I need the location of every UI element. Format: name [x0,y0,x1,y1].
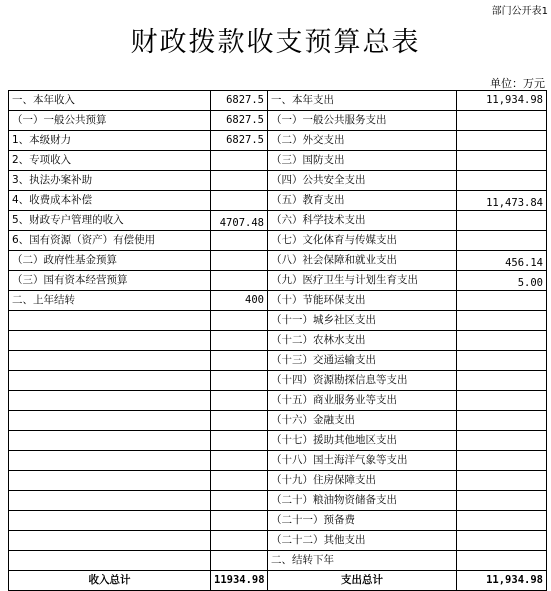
expense-item-label: （十）节能环保支出 [268,291,457,311]
expense-item-value [457,291,547,311]
expense-item-label: （十四）资源勘探信息等支出 [268,371,457,391]
income-item-value [211,171,268,191]
table-row [9,251,547,271]
expense-item-label: （八）社会保障和就业支出 [268,251,457,271]
expense-item-value [457,211,547,231]
expense-item-value [457,111,547,131]
income-item-value [211,191,268,211]
expense-item-value [457,151,547,171]
table-row [9,551,547,571]
income-item-value [211,451,268,471]
expense-item-label: （四）公共安全支出 [268,171,457,191]
income-item-value [211,491,268,511]
table-row [9,271,547,291]
table-row [9,91,547,111]
table-row [9,311,547,331]
table-row [9,451,547,471]
income-item-value [211,431,268,451]
income-item-label: 6、国有资源（资产）有偿使用 [9,231,211,251]
expense-item-label: （二）外交支出 [268,131,457,151]
income-item-label: 二、上年结转 [9,291,211,311]
expense-item-value [457,411,547,431]
expense-item-value [457,471,547,491]
income-item-value [211,251,268,271]
expense-item-label: （二十二）其他支出 [268,531,457,551]
table-row [9,291,547,311]
income-item-value [211,271,268,291]
expense-item-value [457,531,547,551]
income-item-label: 4、收费成本补偿 [9,191,211,211]
expense-item-value [457,391,547,411]
income-item-label [9,511,211,531]
income-item-label: （二）政府性基金预算 [9,251,211,271]
table-row [9,211,547,231]
income-item-label: 3、执法办案补助 [9,171,211,191]
income-item-value [211,331,268,351]
income-item-label [9,391,211,411]
income-item-value [211,391,268,411]
expense-item-value [457,171,547,191]
expense-item-label: （十二）农林水支出 [268,331,457,351]
table-row [9,171,547,191]
income-item-label: 1、本级财力 [9,131,211,151]
table-row [9,191,547,211]
expense-total-value: 11,934.98 [457,571,547,591]
income-item-label [9,451,211,471]
expense-item-value [457,331,547,351]
expense-item-value [457,511,547,531]
expense-item-value [457,131,547,151]
income-item-label [9,491,211,511]
table-row [9,331,547,351]
expense-item-label: （十五）商业服务业等支出 [268,391,457,411]
income-item-label [9,411,211,431]
table-number-label: 部门公开表1 [491,6,548,17]
income-item-label [9,371,211,391]
expense-item-label: （十七）援助其他地区支出 [268,431,457,451]
expense-item-value [457,351,547,371]
table-row [9,151,547,171]
expense-item-label: （三）国防支出 [268,151,457,171]
expense-item-label: （五）教育支出 [268,191,457,211]
income-item-value: 6827.5 [211,131,268,151]
table-row [9,231,547,251]
income-item-label: 一、本年收入 [9,91,211,111]
income-item-label: 5、财政专户管理的收入 [9,211,211,231]
income-item-value [211,511,268,531]
income-item-label [9,351,211,371]
table-row [9,471,547,491]
expense-item-value: 5.00 [457,271,547,291]
income-item-value: 6827.5 [211,91,268,111]
table-row [9,111,547,131]
table-row [9,491,547,511]
income-item-label: （三）国有资本经营预算 [9,271,211,291]
expense-item-value [457,311,547,331]
expense-item-label: （九）医疗卫生与计划生育支出 [268,271,457,291]
expense-item-label: （十八）国土海洋气象等支出 [268,451,457,471]
table-row [9,131,547,151]
expense-item-label: （一）一般公共服务支出 [268,111,457,131]
income-item-value [211,411,268,431]
income-item-value [211,531,268,551]
table-row [9,391,547,411]
table-row [9,411,547,431]
income-item-value: 400 [211,291,268,311]
income-item-value: 6827.5 [211,111,268,131]
expense-item-value [457,491,547,511]
unit-label: 单位：万元 [490,77,545,90]
expense-item-label: （二十一）预备费 [268,511,457,531]
expense-item-value [457,451,547,471]
income-item-value [211,351,268,371]
expense-item-value [457,231,547,251]
income-item-value [211,471,268,491]
expense-item-value: 11,934.98 [457,91,547,111]
income-item-label [9,531,211,551]
totals-row [9,571,547,591]
expense-item-label: （十六）金融支出 [268,411,457,431]
expense-item-label: （七）文化体育与传媒支出 [268,231,457,251]
income-total-label: 收入总计 [9,571,211,591]
income-item-label [9,331,211,351]
expense-item-value [457,431,547,451]
budget-table [8,90,547,591]
income-item-value: 4707.48 [211,211,268,231]
expense-item-label: （十一）城乡社区支出 [268,311,457,331]
income-item-label: 2、专项收入 [9,151,211,171]
expense-item-label: （十三）交通运输支出 [268,351,457,371]
income-item-value [211,311,268,331]
expense-item-label: 一、本年支出 [268,91,457,111]
page-title: 财政拨款收支预算总表 [130,27,421,58]
expense-item-value: 456.14 [457,251,547,271]
expense-item-label: （二十）粮油物资储备支出 [268,491,457,511]
income-item-value [211,371,268,391]
income-item-value [211,551,268,571]
expense-item-label: 二、结转下年 [268,551,457,571]
expense-item-value [457,551,547,571]
expense-item-label: （十九）住房保障支出 [268,471,457,491]
expense-total-label: 支出总计 [268,571,457,591]
budget-table-body [9,91,547,571]
table-row [9,371,547,391]
table-row [9,531,547,551]
table-row [9,431,547,451]
income-item-label [9,551,211,571]
income-item-label: （一）一般公共预算 [9,111,211,131]
table-row [9,511,547,531]
expense-item-value: 11,473.84 [457,191,547,211]
income-total-value: 11934.98 [211,571,268,591]
expense-item-value [457,371,547,391]
income-item-label [9,471,211,491]
income-item-value [211,231,268,251]
income-item-label [9,431,211,451]
income-item-value [211,151,268,171]
table-row [9,351,547,371]
expense-item-label: （六）科学技术支出 [268,211,457,231]
income-item-label [9,311,211,331]
